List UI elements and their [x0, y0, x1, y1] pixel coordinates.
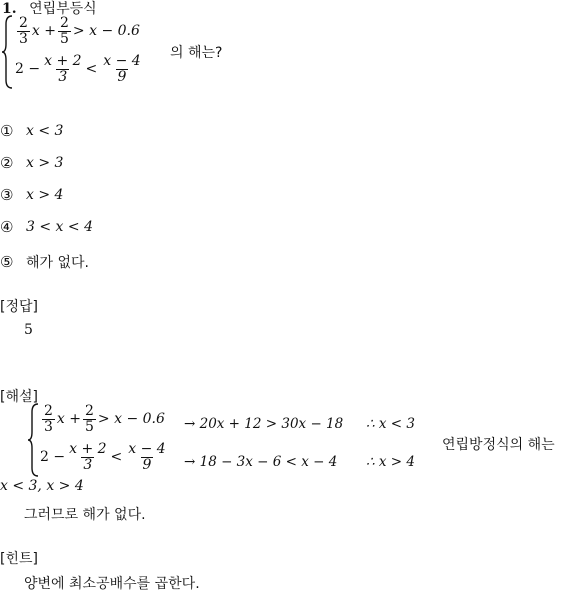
option-text: x > 3 [26, 155, 64, 171]
frac-den: 5 [85, 418, 94, 435]
explanation-continuation: x < 3, x > 4 [0, 478, 84, 494]
option-marker: ③ [0, 186, 14, 204]
frac-num: x + 2 [44, 53, 82, 69]
expr: 2 − [40, 449, 66, 466]
option-marker: ⑤ [0, 253, 14, 271]
frac-den: 9 [117, 68, 127, 85]
option-marker: ④ [0, 218, 14, 236]
question-number: 1. [2, 1, 17, 17]
left-brace-icon [2, 14, 14, 90]
option-text: x < 3 [26, 123, 64, 139]
answer-label: [정답] [0, 299, 38, 315]
frac-den: 3 [83, 456, 93, 473]
frac-num: x + 2 [69, 441, 107, 457]
explanation-result1: ∴ x < 3 [366, 416, 415, 432]
question-eq2 [15, 54, 145, 84]
option-4[interactable] [0, 218, 93, 236]
frac-num: 2 [85, 403, 94, 419]
explanation-eq1 [40, 404, 165, 434]
frac-num: x − 4 [103, 53, 141, 69]
explanation-side-text: 연립방정식의 해는 [442, 437, 555, 453]
frac-den: 5 [60, 30, 69, 47]
expr: > x − 0.6 [72, 23, 140, 40]
expr: 2 − [15, 61, 41, 78]
option-1[interactable] [0, 122, 63, 140]
left-brace-icon [28, 402, 40, 478]
frac-den: 3 [44, 418, 53, 435]
expr: > x − 0.6 [97, 411, 165, 428]
explanation-result2: ∴ x > 4 [366, 454, 415, 470]
question-suffix: 의 해는? [170, 45, 223, 61]
hint-text: 양변에 최소공배수를 곱한다. [24, 576, 200, 592]
frac-num: 2 [19, 15, 28, 31]
frac-den: 9 [142, 456, 152, 473]
explanation-step1: → 20x + 12 > 30x − 18 [184, 416, 344, 432]
option-marker: ② [0, 154, 14, 172]
expr: < [85, 61, 98, 78]
explanation-eq2 [40, 442, 170, 472]
frac-den: 3 [19, 30, 28, 47]
option-marker: ① [0, 122, 14, 140]
expr: x + [56, 411, 81, 428]
question-title: 연립부등식 [29, 1, 97, 17]
option-text: 3 < x < 4 [26, 219, 93, 235]
explanation-step2: → 18 − 3x − 6 < x − 4 [184, 454, 338, 470]
frac-num: 2 [44, 403, 53, 419]
explanation-label: [해설] [0, 389, 38, 405]
hint-label: [힌트] [0, 551, 38, 567]
option-text: x > 4 [26, 187, 64, 203]
explanation-conclusion: 그러므로 해가 없다. [24, 507, 146, 523]
option-3[interactable] [0, 186, 63, 204]
frac-den: 3 [58, 68, 68, 85]
option-2[interactable] [0, 154, 63, 172]
question-eq1 [15, 16, 140, 46]
answer-value: 5 [24, 322, 33, 338]
option-5[interactable] [0, 252, 89, 272]
frac-num: 2 [60, 15, 69, 31]
expr: < [110, 449, 123, 466]
frac-num: x − 4 [128, 441, 166, 457]
explanation-system [28, 402, 576, 480]
option-text: 해가 없다. [26, 255, 89, 271]
expr: x + [31, 23, 56, 40]
